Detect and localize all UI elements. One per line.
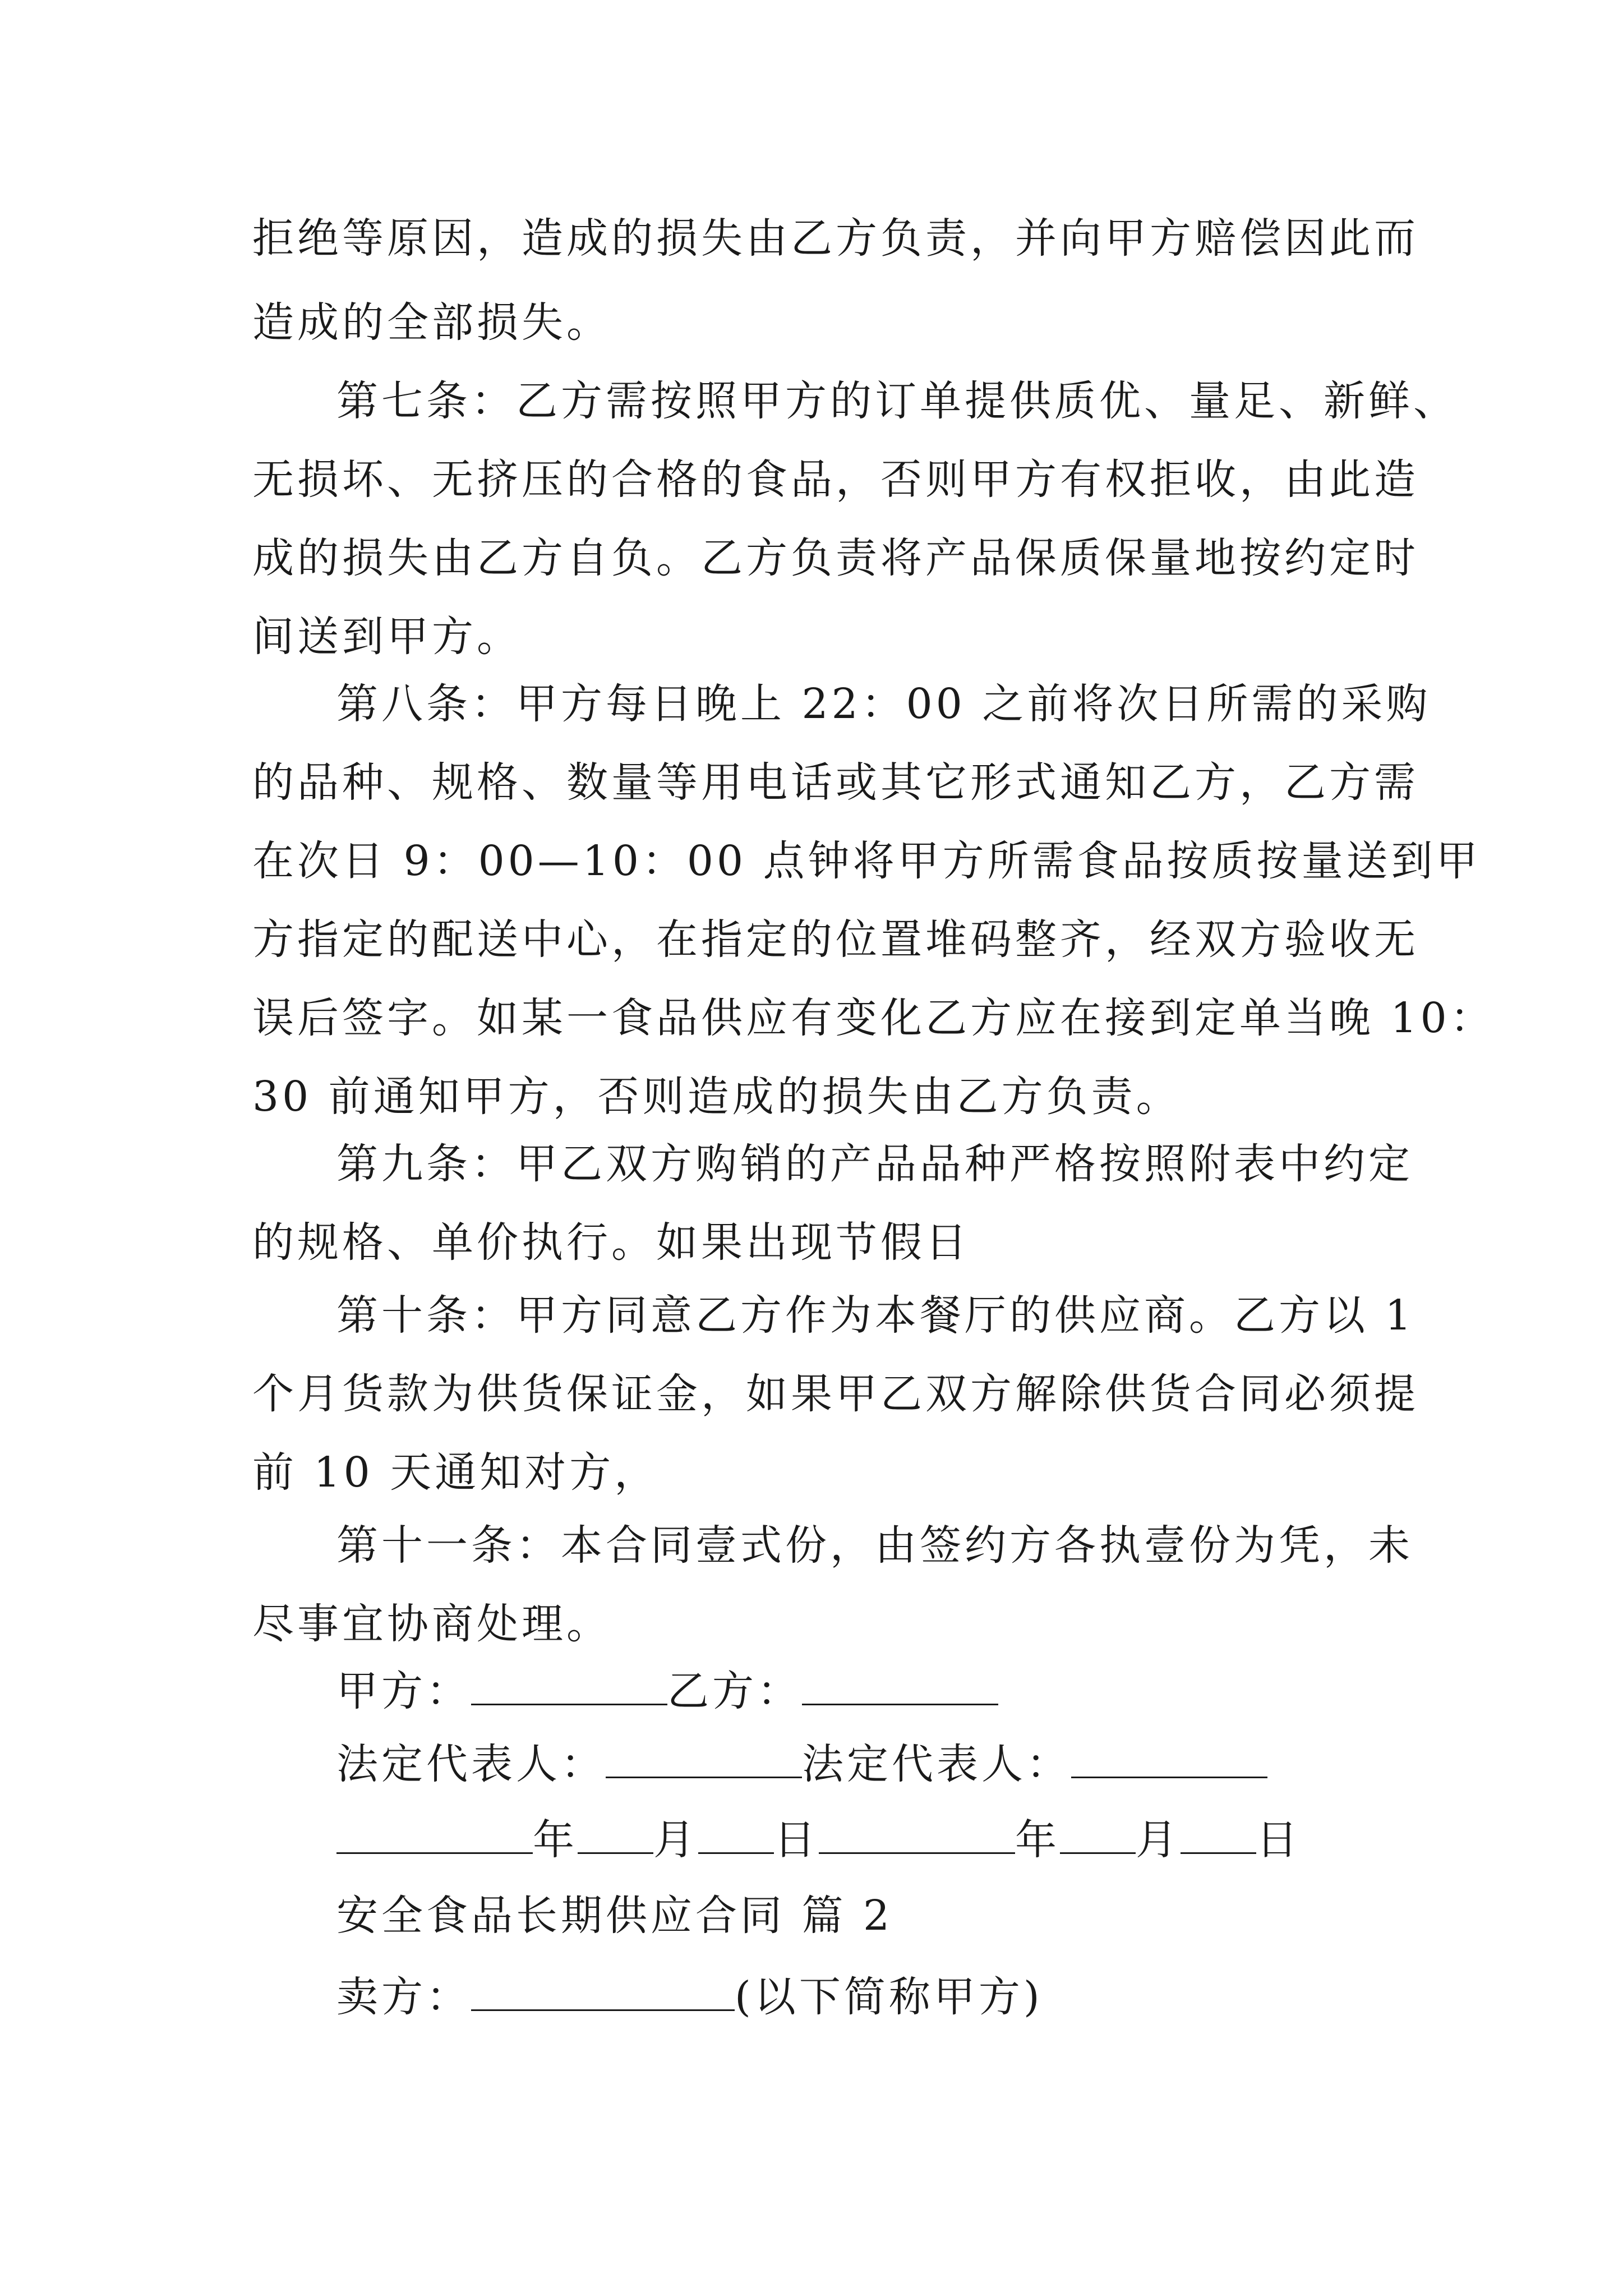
year-a-blank (336, 1813, 533, 1854)
year-a-label: 年 (533, 1816, 578, 1864)
day-a-blank (698, 1813, 774, 1854)
party-a-label: 甲方： (336, 1667, 471, 1715)
year-b-label: 年 (1015, 1816, 1060, 1864)
seller-blank (471, 1970, 735, 2011)
clause-10-heading-line: 第十条：甲方同意乙方作为本餐厅的供应商。乙方以 1 (336, 1291, 1415, 1340)
party-signature-row (336, 1660, 1486, 1722)
paragraph-line: 尽事宜协商处理。 (252, 1600, 611, 1648)
rep-a-blank (606, 1737, 802, 1778)
paragraph-line: 拒绝等原因，造成的损失由乙方负责，并向甲方赔偿因此而 (252, 214, 1419, 263)
paragraph-line: 误后签字。如某一食品供应有变化乙方应在接到定单当晚 10： (252, 994, 1495, 1042)
party-a-blank (471, 1664, 667, 1705)
clause-8-heading-line: 第八条：甲方每日晚上 22：00 之前将次日所需的采购 (336, 680, 1431, 728)
paragraph-line: 间送到甲方。 (252, 613, 522, 661)
paragraph-line: 造成的全部损失。 (252, 298, 611, 347)
month-a-label: 月 (653, 1816, 698, 1864)
paragraph-line: 成的损失由乙方自负。乙方负责将产品保质保量地按约定时 (252, 534, 1419, 582)
party-b-label: 乙方： (667, 1667, 802, 1715)
clause-9-heading-line: 第九条：甲乙双方购销的产品品种严格按照附表中约定 (336, 1140, 1413, 1188)
day-a-label: 日 (774, 1816, 819, 1864)
clause-7-heading-line: 第七条：乙方需按照甲方的订单提供质优、量足、新鲜、 (336, 377, 1458, 425)
paragraph-line: 30 前通知甲方，否则造成的损失由乙方负责。 (252, 1073, 1181, 1121)
month-b-label: 月 (1136, 1816, 1181, 1864)
paragraph-line: 个月货款为供货保证金，如果甲乙双方解除供货合同必须提 (252, 1370, 1419, 1418)
month-a-blank (578, 1813, 653, 1854)
year-b-blank (819, 1813, 1015, 1854)
rep-b-label: 法定代表人： (802, 1740, 1071, 1788)
clause-11-heading-line: 第十一条：本合同壹式份，由签约方各执壹份为凭，未 (336, 1521, 1413, 1570)
seller-suffix: (以下简称甲方) (735, 1973, 1043, 2021)
representative-signature-row (336, 1733, 1486, 1795)
paragraph-line: 的规格、单价执行。如果出现节假日 (252, 1218, 970, 1267)
month-b-blank (1060, 1813, 1136, 1854)
seller-label: 卖方： (336, 1973, 471, 2021)
day-b-blank (1181, 1813, 1256, 1854)
paragraph-line: 的品种、规格、数量等用电话或其它形式通知乙方，乙方需 (252, 758, 1419, 807)
paragraph-line: 在次日 9：00—10：00 点钟将甲方所需食品按质按量送到甲 (252, 837, 1481, 885)
rep-a-label: 法定代表人： (336, 1740, 606, 1788)
date-signature-row (336, 1809, 1486, 1871)
day-b-label: 日 (1256, 1816, 1301, 1864)
paragraph-line: 方指定的配送中心，在指定的位置堆码整齐，经双方验收无 (252, 915, 1419, 964)
rep-b-blank (1071, 1737, 1267, 1778)
section-title: 安全食品长期供应合同 篇 2 (336, 1892, 893, 1940)
paragraph-line: 无损坏、无挤压的合格的食品，否则甲方有权拒收，由此造 (252, 455, 1419, 504)
paragraph-line: 前 10 天通知对方， (252, 1448, 660, 1497)
party-b-blank (802, 1664, 998, 1705)
seller-row (336, 1966, 1486, 2028)
